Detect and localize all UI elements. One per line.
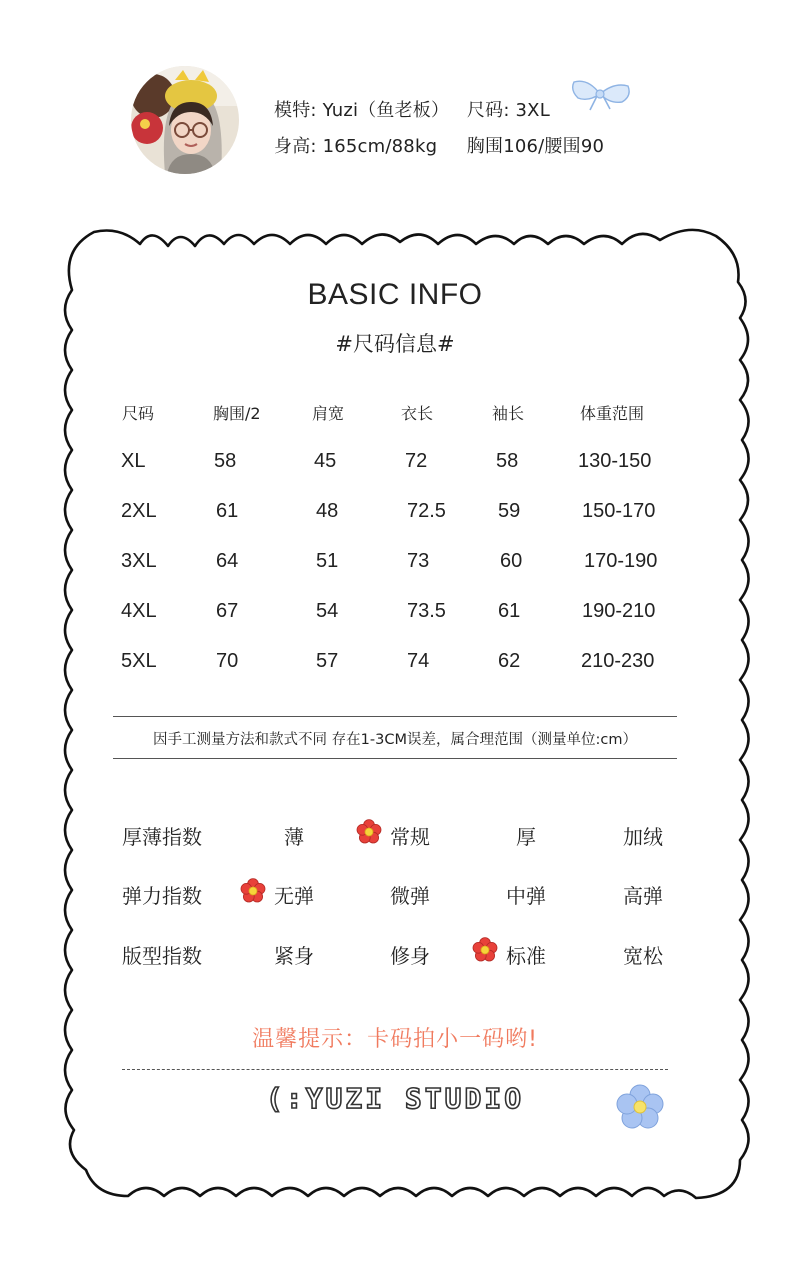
index-option: 加绒 (623, 825, 663, 849)
table-cell: 3XL (121, 550, 157, 572)
index-option: 修身 (390, 944, 430, 968)
model-info-line-2: 身高: 165cm/88kg 胸围106/腰围90 (274, 136, 605, 157)
table-cell: 64 (216, 550, 239, 572)
index-option: 高弹 (623, 884, 663, 908)
table-cell: 60 (500, 550, 523, 572)
red-flower-icon (356, 819, 382, 845)
table-cell: 70 (216, 650, 239, 672)
table-cell: 73.5 (407, 600, 446, 622)
table-cell: 54 (316, 600, 339, 622)
table-cell: 150-170 (582, 500, 656, 522)
table-cell: 72 (405, 450, 428, 472)
model-info-line-1: 模特: Yuzi（鱼老板） 尺码: 3XL (274, 100, 550, 121)
red-flower-icon (240, 878, 266, 904)
index-label-elasticity: 弹力指数 (122, 884, 202, 908)
table-cell: 5XL (121, 650, 157, 672)
index-option: 宽松 (623, 944, 663, 968)
table-cell: 51 (316, 550, 339, 572)
table-header: 尺码 (122, 404, 155, 423)
table-cell: 170-190 (584, 550, 658, 572)
table-cell: 57 (316, 650, 339, 672)
table-cell: 61 (216, 500, 239, 522)
table-header: 衣长 (401, 404, 434, 423)
table-cell: XL (121, 450, 146, 472)
table-cell: 45 (314, 450, 337, 472)
table-cell: 130-150 (578, 450, 652, 472)
table-header: 袖长 (492, 404, 525, 423)
dashed-divider (122, 1069, 668, 1070)
table-cell: 67 (216, 600, 239, 622)
table-cell: 73 (407, 550, 430, 572)
table-cell: 210-230 (581, 650, 655, 672)
index-option: 微弹 (390, 884, 430, 908)
size-tip: 温馨提示：卡码拍小一码哟! (252, 1027, 538, 1052)
index-option: 厚 (516, 825, 536, 849)
index-option: 紧身 (274, 944, 314, 968)
index-option-selected: 常规 (390, 825, 430, 849)
blue-flower-icon (614, 1084, 666, 1130)
index-option-selected: 标准 (506, 944, 546, 968)
table-header: 胸围/2 (213, 404, 261, 423)
divider (113, 716, 677, 717)
table-header: 肩宽 (312, 404, 345, 423)
card-title: BASIC INFO (307, 278, 483, 311)
index-option: 中弹 (506, 884, 546, 908)
brand-name: (:YUZI STUDIO (265, 1082, 525, 1115)
table-cell: 4XL (121, 600, 157, 622)
table-cell: 48 (316, 500, 339, 522)
table-cell: 190-210 (582, 600, 656, 622)
red-flower-icon (472, 937, 498, 963)
card-subtitle: #尺码信息# (335, 332, 455, 356)
table-cell: 58 (214, 450, 237, 472)
measurement-note: 因手工测量方法和款式不同 存在1-3CM误差，属合理范围（测量单位:cm） (153, 732, 637, 748)
index-label-thickness: 厚薄指数 (122, 825, 202, 849)
table-header: 体重范围 (580, 404, 645, 423)
table-cell: 74 (407, 650, 430, 672)
table-cell: 72.5 (407, 500, 446, 522)
divider (113, 758, 677, 759)
table-cell: 58 (496, 450, 519, 472)
index-label-fit: 版型指数 (122, 944, 202, 968)
table-cell: 59 (498, 500, 521, 522)
index-option: 薄 (284, 825, 304, 849)
table-cell: 62 (498, 650, 521, 672)
table-cell: 61 (498, 600, 521, 622)
index-option-selected: 无弹 (274, 884, 314, 908)
table-cell: 2XL (121, 500, 157, 522)
